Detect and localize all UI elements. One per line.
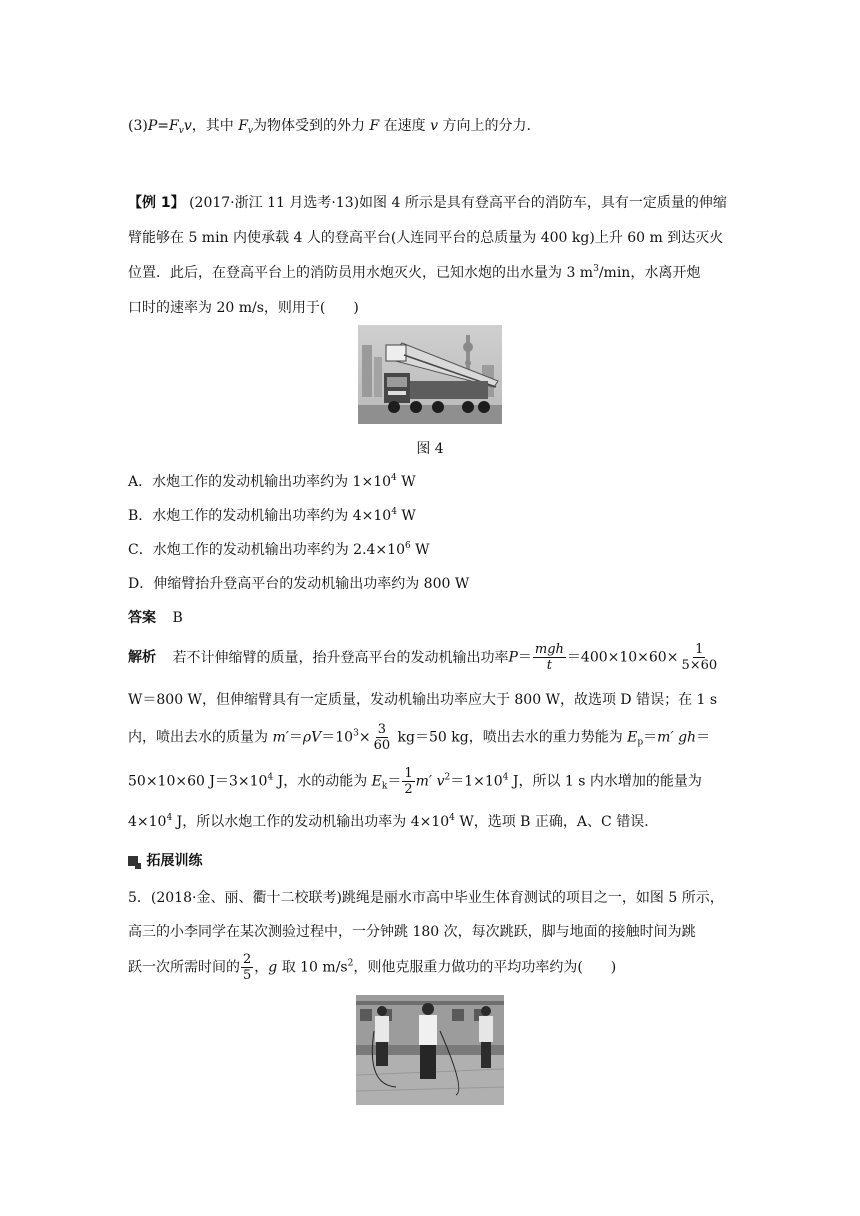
figure-4-caption: 图 4 xyxy=(416,441,444,457)
jump-rope-image xyxy=(356,995,504,1105)
fraction: $\frac{1}{2}$ xyxy=(404,766,413,797)
option-a: A．水炮工作的发动机输出功率约为 $1\times 10^4$ W xyxy=(128,473,416,490)
fraction: $\frac{2}{5}$ xyxy=(243,952,252,983)
section-square-icon xyxy=(128,856,138,866)
fire-truck-image xyxy=(358,325,502,424)
analysis-line-5: $4\times 10^4$ J，所以水炮工作的发动机输出功率为 $4\times 10^4$ W，选项 B 正确，A、C 错误. xyxy=(128,813,649,830)
example-tag: 【例 1】 xyxy=(128,195,185,211)
answer-value: B xyxy=(172,610,183,626)
analysis-line-3: 内，喷出去水的质量为 $m'=\rho V=10^3\times$ $\frac{3}{60}$ kg＝50 kg，喷出去水的重力势能为 $E_p=m'$ gh＝ xyxy=(128,722,711,753)
example-line-3: 位置．此后，在登高平台上的消防员用水炮灭火，已知水炮的出水量为 3 $m^3/\min$，水离开炮 xyxy=(128,264,701,281)
jump-rope-photo xyxy=(356,995,504,1105)
answer-line xyxy=(128,608,183,628)
option-c: C．水炮工作的发动机输出功率约为 $2.4\times 10^6$ W xyxy=(128,541,430,558)
example-line-4: 口时的速率为 20 m/s，则用于( ) xyxy=(128,300,359,316)
answer-label: 答案 xyxy=(128,610,156,626)
option-b: B．水炮工作的发动机输出功率约为 $4\times 10^4$ W xyxy=(128,507,416,524)
analysis-line-4: 50×10×60 $J=3\times 10^4$ J，水的动能为 $E_k=$ $\frac{1}{2}$ m′ $v^2=1\times 10^4$ J，所以 1 s 内水增加的能量为 xyxy=(128,766,702,797)
question-5-line-1: 5．(2018·金、丽、衢十二校联考)跳绳是丽水市高中毕业生体育测试的项目之一，如图 5 所示， xyxy=(128,890,724,906)
analysis-line-1: 解析 若不计伸缩臂的质量，抬升登高平台的发动机输出功率P＝ $\frac{\text{mgh}}{t}$ ＝400×10×60× $\frac{1}{5\times 60}$ xyxy=(128,642,718,673)
question-5-line-2: 高三的小李同学在某次测验过程中，一分钟跳 180 次，每次跳跃，脚与地面的接触时间为跳 xyxy=(128,924,696,940)
example-line-2: 臂能够在 5 min 内使承载 4 人的登高平台(人连同平台的总质量为 400 kg)上升 60 m 到达灭火 xyxy=(128,230,724,246)
fraction: $\frac{3}{60}$ xyxy=(373,722,391,753)
analysis-label: 解析 xyxy=(128,649,156,666)
analysis-line-2: W＝800 W，但伸缩臂具有一定质量，发动机输出功率应大于 800 W，故选项 D 错误；在 1 s xyxy=(128,692,718,708)
example-line-1: 【例 1】 (2017·浙江 11 月选考·13)如图 4 所示是具有登高平台的消防车，具有一定质量的伸缩 xyxy=(128,195,727,211)
fire-truck-photo xyxy=(358,325,502,424)
section-heading: 拓展训练 xyxy=(128,851,202,871)
fraction: $\frac{1}{5\times 60}$ xyxy=(681,642,718,673)
question-5-line-3: 跃一次所需时间的 $\frac{2}{5}$ ，g 取 10 $m/s^2$，则他克服重力做功的平均功率约为( ) xyxy=(128,952,617,983)
fraction: $\frac{\text{mgh}}{t}$ xyxy=(534,642,564,673)
formula-line: $(3)P=F_vv$，其中 $F_v$为物体受到的外力 F 在速度 v 方向上的分力. xyxy=(128,118,531,136)
option-d: D．伸缩臂抬升登高平台的发动机输出功率约为 800 W xyxy=(128,576,470,592)
